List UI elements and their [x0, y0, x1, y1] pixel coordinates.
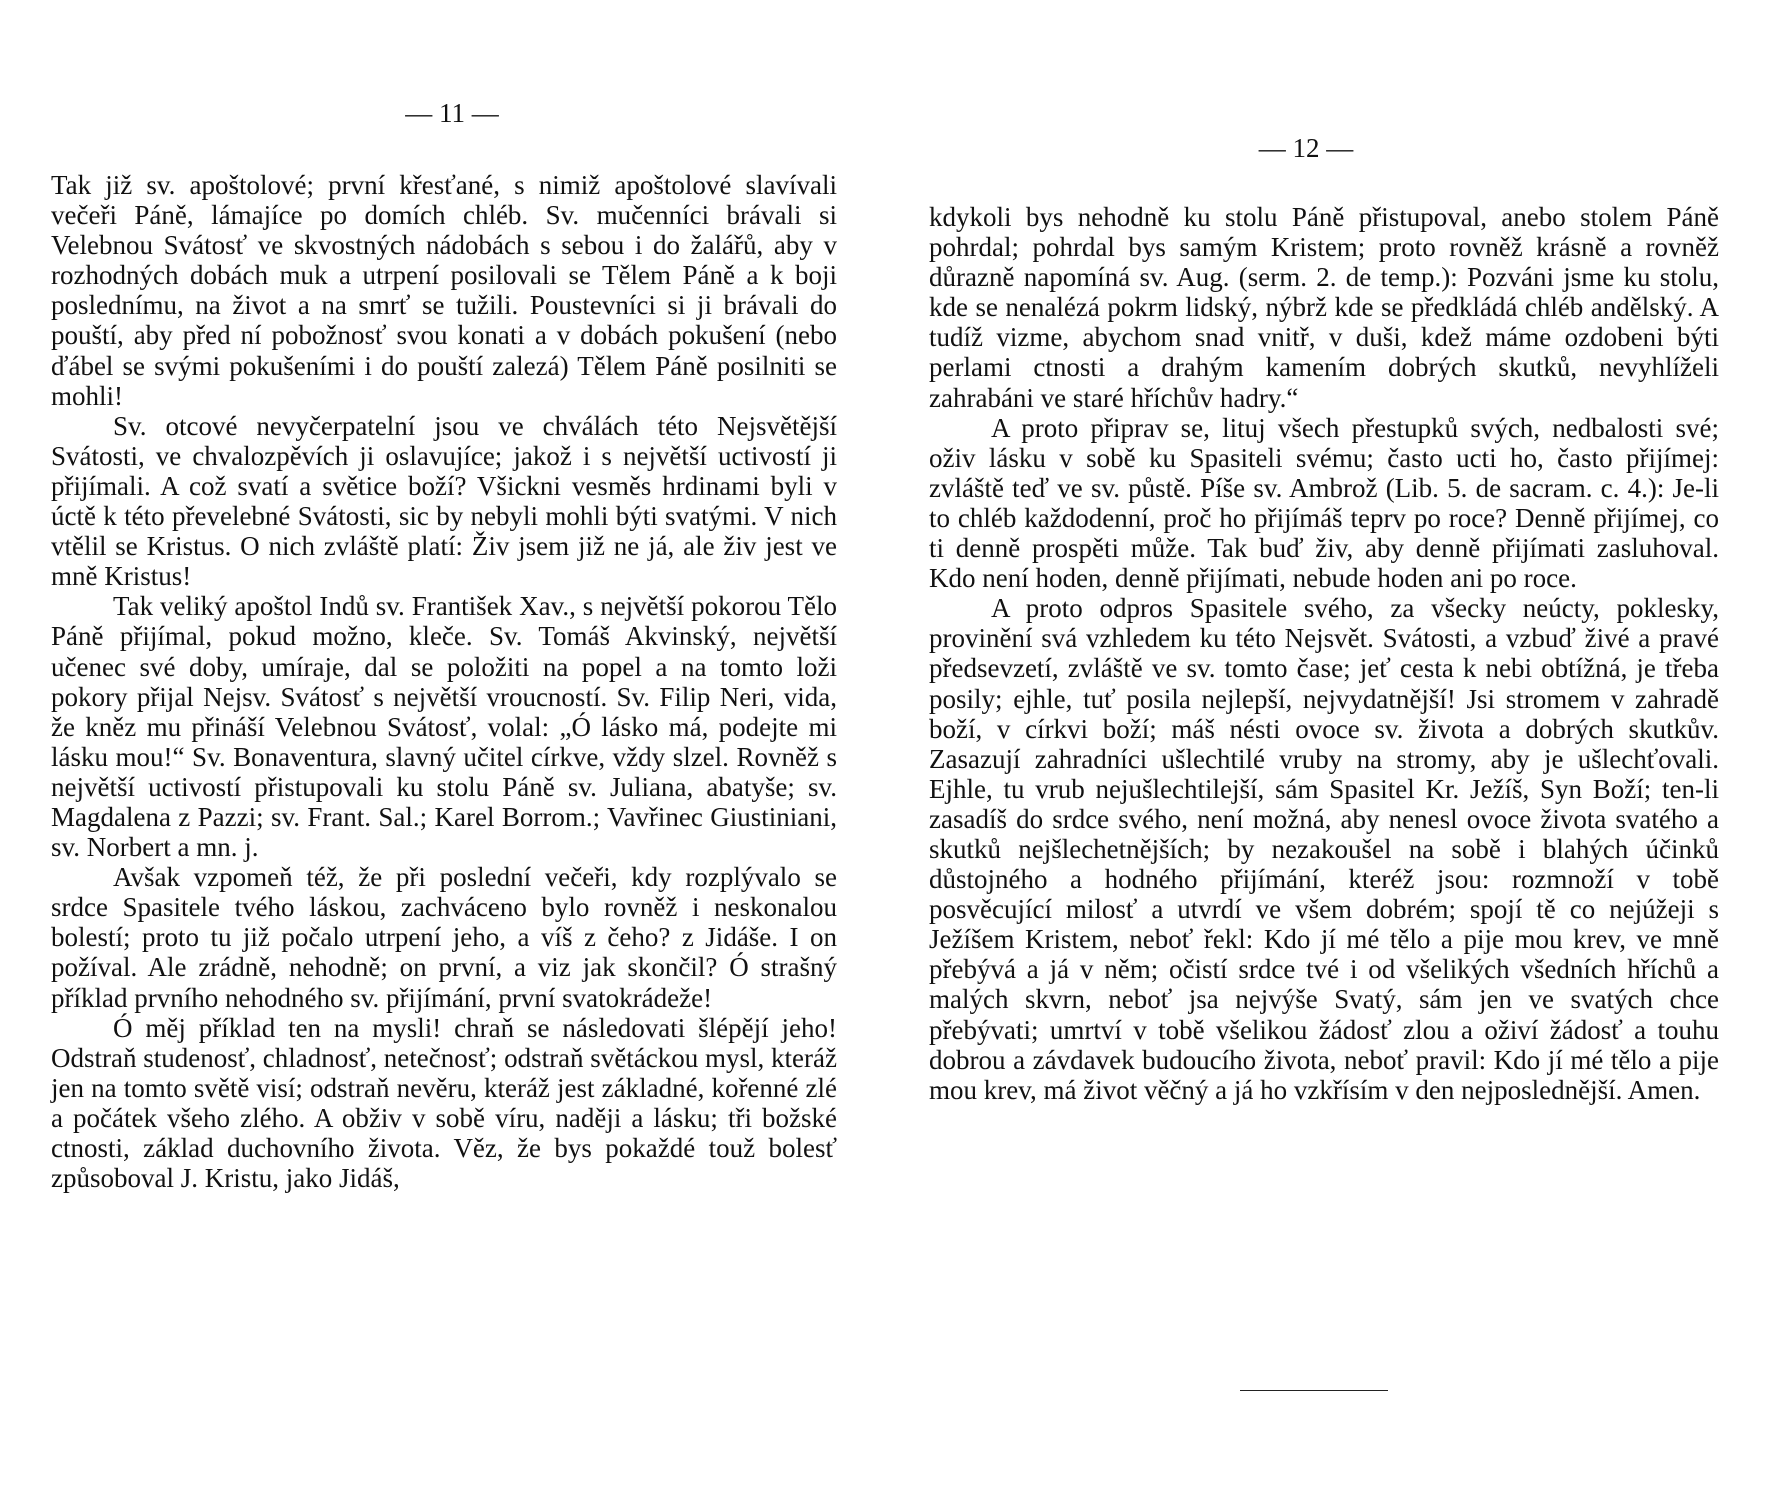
paragraph: kdykoli bys nehodně ku stolu Páně přistupoval, anebo stolem Páně pohrdal; pohrdal bys samým Kristem; proto rovněž krásně a rovněž důrazně napomíná sv. Aug. (serm. 2. de temp.): Pozváni jsme ku stolu, kde se nenalézá pokrm lidský, nýbrž kde se předkládá chléb andělský. A tudíž vizme, abychom snad vnitř, v duši, kdež máme ozdobeni býti perlami ctnosti a drahým kamením dobrých skutků, nevyhlíželi zahrabáni ve staré hříchův hadry.“ [929, 202, 1719, 413]
right-page [884, 0, 1768, 1500]
paragraph: A proto odpros Spasitele svého, za všecky neúcty, poklesky, provinění svá vzhledem ku této Nejsvět. Svátosti, a vzbuď živé a pravé předsevzetí, zvláště ve sv. tomto čase; jeť cesta k nebi obtížná, je třeba posily; ejhle, tuť posila nejlepší, nejvydatnější! Jsi stromem v zahradě boží, v církvi boží; máš nésti ovoce sv. života a dobrých skutkův. Zasazují zahradníci ušlechtilé vruby na stromy, aby je ušlechťovali. Ejhle, tu vrub nejušlechtilejší, sám Spasitel Kr. Ježíš, Syn Boží; ten-li zasadíš do srdce svého, není možná, aby nenesl ovoce života svatého a skutků nejšlechetnějších; by nezakoušel na sobě i blahých účinků důstojného a hodného přijímání, kteréž jsou: rozmnoží v tobě posvěcující milosť a utvrdí ve všem dobrém; spojí tě co nejúžeji s Ježíšem Kristem, neboť řekl: Kdo jí mé tělo a pije mou krev, ve mně přebývá a já v něm; očistí srdce tvé i od všelikých všedních hříchů a malých skvrn, neboť jsa nejvýše Svatý, sám jen ve svatých chce přebývati; umrtví v tobě všelikou žádosť zlou a oživí žádosť a touhu dobrou a závdavek budoucího života, neboť pravil: Kdo jí mé tělo a pije mou krev, má život věčný a já ho vzkřísím v den nejposlednější. Amen. [929, 593, 1719, 1105]
page-number-right: — 12 — [1258, 133, 1354, 163]
right-page-text [929, 202, 1719, 1105]
left-page-text [51, 170, 837, 1193]
paragraph: Sv. otcové nevyčerpatelní jsou ve chválách této Nejsvětější Svátosti, ve chvalozpěvích ji oslavujíce; jakož i s největší uctivostí ji přijímali. A což svatí a světice boží? Všickni vesměs hrdinami byli v úctě k této převelebné Svátosti, sic by nebyli mohli býti svatými. V nich vtělil se Kristus. O nich zvláště platí: Živ jsem již ne já, ale živ jest ve mně Kristus! [51, 410, 837, 592]
paragraph: Ó měj příklad ten na mysli! chraň se následovati šlépějí jeho! Odstraň studenosť, chladnosť, netečnosť; odstraň světáckou mysl, kteráž jen na tomto světě visí; odstraň nevěru, kteráž jest základné, kořenné zlé a počátek všeho zlého. A obživ v sobě víru, naději a lásku; tři božské ctnosti, základ duchovního života. Věz, že bys pokaždé touž bolesť způsoboval J. Kristu, jako Jidáš, [51, 1012, 837, 1194]
paragraph: Tak již sv. apoštolové; první křesťané, s nimiž apoštolové slavívali večeři Páně, lámajíce po domích chléb. Sv. mučenníci brávali si Velebnou Svátosť ve skvostných nádobách s sebou i do žalářů, aby v rozhodných dobách muk a utrpení posilovali se Tělem Páně a k boji poslednímu, na život a na smrť se tužili. Poustevníci si ji brávali do pouští, aby před ní pobožnosť svou konati a v dobách pokušení (nebo ďábel se svými pokušeními i do pouští zalezá) Tělem Páně posilniti se mohli! [51, 170, 837, 411]
page-number-left: — 11 — [405, 98, 499, 128]
paragraph: Tak veliký apoštol Indů sv. František Xav., s největší pokorou Tělo Páně přijímal, pokud možno, kleče. Sv. Tomáš Akvinský, největší učenec své doby, umíraje, dal se položiti na popel a na tomto loži pokory přijal Nejsv. Svátosť s největší vroucností. Sv. Filip Neri, vida, že kněz mu přináší Velebnou Svátosť, volal: „Ó lásko má, podejte mi lásku mou!“ Sv. Bonaventura, slavný učitel církve, vždy slzel. Rovněž s největší uctivostí přistupovali ku stolu Páně sv. Juliana, abatyše; sv. Magdalena z Pazzi; sv. Frant. Sal.; Karel Borrom.; Vavřinec Giustiniani, sv. Norbert a mn. j. [51, 591, 837, 863]
paragraph: A proto připrav se, lituj všech přestupků svých, nedbalosti své; oživ lásku v sobě ku Spasiteli svému; často ucti ho, často přijímej: zvláště teď ve sv. půstě. Píše sv. Ambrož (Lib. 5. de sacram. c. 4.): Je-li to chléb každodenní, proč ho přijímáš teprv po roce? Denně přijímej, co ti denně prospěti může. Tak buď živ, aby denně přijímati zasluhoval. Kdo není hoden, denně přijímati, nebude hoden ani po roce. [929, 412, 1719, 594]
paragraph: Avšak vzpomeň též, že při poslední večeři, kdy rozplývalo se srdce Spasitele tvého láskou, zachváceno bylo rovněž i neskonalou bolestí; proto tu již počalo utrpení jeho, a víš z čeho? z Jidáše. I on požíval. Ale zrádně, nehodně; on první, a viz jak skončil? Ó strašný příklad prvního nehodného sv. přijímání, první svatokrádeže! [51, 862, 837, 1013]
end-rule [1240, 1390, 1388, 1391]
